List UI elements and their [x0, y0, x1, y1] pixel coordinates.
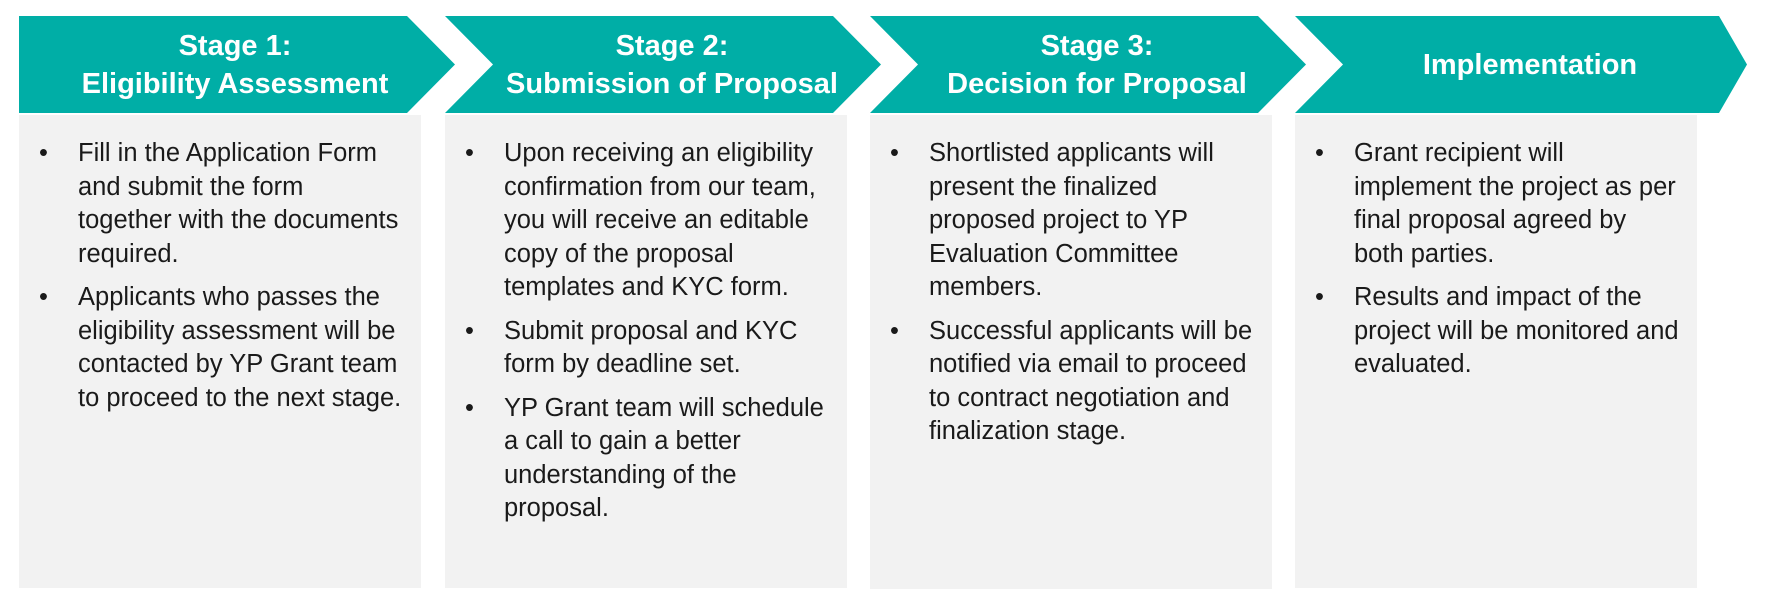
stage-1-title — [19, 16, 451, 113]
stage-implementation-bullet-list — [1295, 115, 1697, 382]
list-item — [465, 315, 829, 382]
bullet-text: Fill in the Application Form and submit the form together with the documents required. — [78, 139, 399, 268]
bullet-text: Grant recipient will implement the project as per final proposal agreed by both parties. — [1354, 139, 1676, 268]
list-item — [465, 392, 829, 526]
stage-3-title-line2: Decision for Proposal — [947, 67, 1247, 100]
stage-1-bullet-list — [19, 115, 421, 415]
stage-3-panel — [870, 115, 1272, 589]
bullet-text: Results and impact of the project will be monitored and evaluated. — [1354, 283, 1679, 378]
bullet-icon: • — [890, 316, 899, 345]
bullet-icon: • — [39, 283, 48, 311]
stage-2-bullet-list — [445, 115, 847, 526]
stage-1-title-line1: Stage 1: — [178, 29, 292, 62]
list-item — [890, 315, 1254, 449]
bullet-icon: • — [1315, 139, 1324, 167]
list-item — [890, 137, 1254, 305]
stage-2-title-line1: Stage 2: — [615, 29, 729, 62]
stage-implementation-title-line1: Implementation — [1422, 48, 1638, 81]
stage-3-bullet-list — [870, 115, 1272, 449]
list-item — [39, 281, 403, 415]
stage-2-panel — [445, 115, 847, 588]
stage-3-title-line1: Stage 3: — [1040, 29, 1154, 62]
bullet-text: Successful applicants will be notified via email to proceed to contract negotiation and finalization stage. — [929, 316, 1253, 445]
list-item — [1315, 137, 1679, 271]
bullet-text: Applicants who passes the eligibility assessment will be contacted by YP Grant team to proceed to the next stage. — [78, 283, 402, 412]
stage-implementation-panel — [1295, 115, 1697, 588]
stage-1-title-line2: Eligibility Assessment — [81, 67, 389, 100]
list-item — [39, 137, 403, 271]
stage-2-title — [467, 16, 877, 113]
bullet-icon: • — [465, 316, 474, 345]
list-item — [465, 137, 829, 305]
stage-2-title-line2: Submission of Proposal — [506, 67, 838, 100]
bullet-text: Upon receiving an eligibility confirmation from our team, you will receive an editable copy of the proposal templates and KYC form. — [504, 139, 816, 301]
bullet-text: Submit proposal and KYC form by deadline set. — [504, 316, 798, 378]
stage-1-panel — [19, 115, 421, 588]
bullet-text: YP Grant team will schedule a call to gain a better understanding of the proposal. — [504, 393, 824, 522]
bullet-icon: • — [890, 139, 899, 167]
bullet-icon: • — [1315, 283, 1324, 311]
stage-implementation-title — [1325, 16, 1735, 113]
list-item — [1315, 281, 1679, 382]
bullet-text: Shortlisted applicants will present the finalized proposed project to YP Evaluation Committee members. — [929, 139, 1214, 301]
bullet-icon: • — [39, 139, 48, 167]
stage-3-title — [892, 16, 1302, 113]
bullet-icon: • — [465, 393, 474, 422]
bullet-icon: • — [465, 139, 474, 167]
